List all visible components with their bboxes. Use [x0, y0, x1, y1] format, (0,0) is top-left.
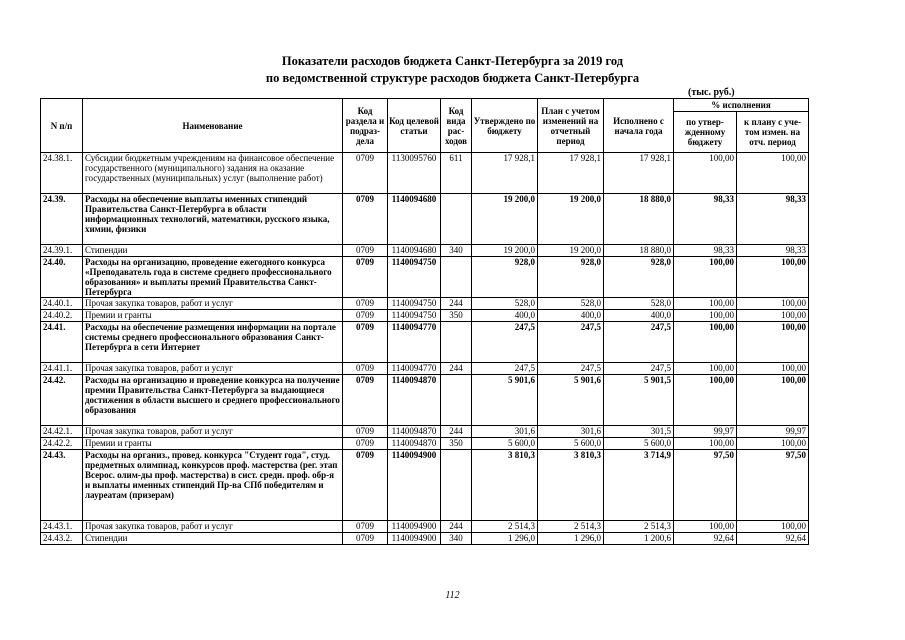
- cell-approved: 5 600,0: [472, 438, 538, 450]
- cell-section: 0709: [343, 298, 388, 310]
- cell-name: Расходы на организ., провед. конкурса "Студент года", студ. предметных олимпиад, конкурсов проф. мастерства (рег. этап Всерос. олим-ды проф. мастерства) в сист. средн. проф. обр-я и выплаты именных стипендий Пр-ва СПб победителям и лауреатам (призерам): [83, 450, 343, 521]
- table-row: [41, 153, 809, 194]
- cell-section: 0709: [343, 375, 388, 426]
- cell-article: 1140094900: [388, 533, 441, 545]
- cell-executed: 1 200,6: [604, 533, 674, 545]
- cell-name: Прочая закупка товаров, работ и услуг: [83, 363, 343, 375]
- cell-plan: 247,5: [538, 363, 604, 375]
- cell-plan: 17 928,1: [538, 153, 604, 194]
- unit-label: (тыс. руб.): [688, 87, 735, 98]
- cell-article: 1140094900: [388, 450, 441, 521]
- page-number: 112: [445, 590, 460, 601]
- header-name: Наименование: [83, 99, 343, 153]
- header-section: Код раздела и подраз-дела: [343, 99, 388, 153]
- cell-pct-plan: 100,00: [737, 438, 809, 450]
- cell-type: [441, 257, 472, 298]
- cell-pct-plan: 100,00: [737, 257, 809, 298]
- cell-num: 24.40.1.: [41, 298, 83, 310]
- cell-num: 24.42.1.: [41, 426, 83, 438]
- cell-pct-budget: 98,33: [674, 194, 737, 245]
- cell-pct-budget: 100,00: [674, 310, 737, 322]
- table-row: [41, 533, 809, 545]
- cell-name: Стипендии: [83, 533, 343, 545]
- cell-approved: 3 810,3: [472, 450, 538, 521]
- cell-article: 1140094680: [388, 194, 441, 245]
- cell-executed: 5 600,0: [604, 438, 674, 450]
- cell-approved: 247,5: [472, 363, 538, 375]
- cell-num: 24.43.1.: [41, 521, 83, 533]
- cell-name: Прочая закупка товаров, работ и услуг: [83, 426, 343, 438]
- cell-type: 244: [441, 363, 472, 375]
- cell-section: 0709: [343, 194, 388, 245]
- cell-pct-plan: 100,00: [737, 521, 809, 533]
- cell-num: 24.39.: [41, 194, 83, 245]
- cell-executed: 247,5: [604, 363, 674, 375]
- cell-plan: 301,6: [538, 426, 604, 438]
- cell-approved: 2 514,3: [472, 521, 538, 533]
- cell-name: Стипендии: [83, 245, 343, 257]
- cell-pct-plan: 92,64: [737, 533, 809, 545]
- cell-name: Субсидии бюджетным учреждениям на финансовое обеспечение государственного (муниципального) задания на оказание государственных (муниципальных) услуг (выполнение работ): [83, 153, 343, 194]
- cell-pct-budget: 92,64: [674, 533, 737, 545]
- cell-executed: 5 901,5: [604, 375, 674, 426]
- cell-num: 24.40.: [41, 257, 83, 298]
- cell-section: 0709: [343, 450, 388, 521]
- cell-num: 24.40.2.: [41, 310, 83, 322]
- cell-pct-plan: 100,00: [737, 375, 809, 426]
- cell-approved: 5 901,6: [472, 375, 538, 426]
- cell-plan: 247,5: [538, 322, 604, 363]
- cell-type: 611: [441, 153, 472, 194]
- cell-article: 1140094770: [388, 363, 441, 375]
- cell-article: 1140094770: [388, 322, 441, 363]
- cell-pct-budget: 100,00: [674, 322, 737, 363]
- cell-plan: 400,0: [538, 310, 604, 322]
- cell-name: Прочая закупка товаров, работ и услуг: [83, 521, 343, 533]
- cell-article: 1140094750: [388, 257, 441, 298]
- header-approved: Утверждено по бюджету: [472, 99, 538, 153]
- cell-name: Расходы на организацию, проведение ежегодного конкурса «Преподаватель года в системе среднего профессионального образования» и выплаты премий Правительства Санкт-Петербурга: [83, 257, 343, 298]
- cell-plan: 5 600,0: [538, 438, 604, 450]
- cell-executed: 2 514,3: [604, 521, 674, 533]
- table-row: [41, 375, 809, 426]
- cell-approved: 17 928,1: [472, 153, 538, 194]
- cell-plan: 528,0: [538, 298, 604, 310]
- cell-approved: 528,0: [472, 298, 538, 310]
- cell-article: 1140094870: [388, 426, 441, 438]
- cell-pct-budget: 100,00: [674, 298, 737, 310]
- cell-article: 1140094870: [388, 375, 441, 426]
- cell-executed: 18 880,0: [604, 245, 674, 257]
- cell-num: 24.41.1.: [41, 363, 83, 375]
- cell-pct-plan: 98,33: [737, 245, 809, 257]
- budget-table: [40, 98, 809, 545]
- cell-type: [441, 375, 472, 426]
- cell-section: 0709: [343, 153, 388, 194]
- cell-pct-budget: 99,97: [674, 426, 737, 438]
- cell-executed: 528,0: [604, 298, 674, 310]
- cell-executed: 301,5: [604, 426, 674, 438]
- table-row: [41, 363, 809, 375]
- cell-pct-plan: 98,33: [737, 194, 809, 245]
- header-executed: Исполнено с начала года: [604, 99, 674, 153]
- cell-executed: 17 928,1: [604, 153, 674, 194]
- cell-section: 0709: [343, 245, 388, 257]
- cell-name: Расходы на обеспечение размещения информации на портале системы среднего профессионального образования Санкт-Петербурга в сети Интернет: [83, 322, 343, 363]
- cell-executed: 928,0: [604, 257, 674, 298]
- cell-pct-plan: 100,00: [737, 310, 809, 322]
- cell-pct-budget: 100,00: [674, 438, 737, 450]
- table-row: [41, 257, 809, 298]
- header-num: N п/п: [41, 99, 83, 153]
- cell-type: 244: [441, 426, 472, 438]
- table-row: [41, 450, 809, 521]
- cell-type: 350: [441, 438, 472, 450]
- cell-section: 0709: [343, 310, 388, 322]
- cell-executed: 3 714,9: [604, 450, 674, 521]
- header-pct-budget: по утвер-жденному бюджету: [674, 112, 737, 153]
- cell-pct-budget: 98,33: [674, 245, 737, 257]
- cell-pct-plan: 99,97: [737, 426, 809, 438]
- cell-num: 24.42.2.: [41, 438, 83, 450]
- cell-type: 340: [441, 245, 472, 257]
- cell-article: 1140094900: [388, 521, 441, 533]
- cell-plan: 2 514,3: [538, 521, 604, 533]
- cell-article: 1140094680: [388, 245, 441, 257]
- cell-pct-budget: 100,00: [674, 375, 737, 426]
- header-plan: План с учетом изменений на отчетный период: [538, 99, 604, 153]
- cell-num: 24.42.: [41, 375, 83, 426]
- cell-name: Премии и гранты: [83, 438, 343, 450]
- cell-pct-budget: 100,00: [674, 153, 737, 194]
- table-row: [41, 438, 809, 450]
- cell-approved: 1 296,0: [472, 533, 538, 545]
- cell-section: 0709: [343, 438, 388, 450]
- cell-num: 24.43.: [41, 450, 83, 521]
- cell-type: [441, 194, 472, 245]
- cell-name: Расходы на обеспечение выплаты именных стипендий Правительства Санкт-Петербурга в области информационных технологий, математики, русского языка, химии, физики: [83, 194, 343, 245]
- cell-pct-plan: 97,50: [737, 450, 809, 521]
- header-type: Код вида рас-ходов: [441, 99, 472, 153]
- cell-pct-budget: 100,00: [674, 521, 737, 533]
- table-row: [41, 245, 809, 257]
- cell-executed: 247,5: [604, 322, 674, 363]
- cell-num: 24.43.2.: [41, 533, 83, 545]
- cell-plan: 19 200,0: [538, 245, 604, 257]
- cell-section: 0709: [343, 533, 388, 545]
- cell-name: Премии и гранты: [83, 310, 343, 322]
- cell-executed: 18 880,0: [604, 194, 674, 245]
- cell-approved: 400,0: [472, 310, 538, 322]
- header-article: Код целевой статьи: [388, 99, 441, 153]
- table-row: [41, 298, 809, 310]
- cell-pct-budget: 100,00: [674, 257, 737, 298]
- cell-type: 244: [441, 521, 472, 533]
- cell-num: 24.41.: [41, 322, 83, 363]
- cell-section: 0709: [343, 322, 388, 363]
- cell-plan: 928,0: [538, 257, 604, 298]
- cell-approved: 19 200,0: [472, 194, 538, 245]
- cell-type: [441, 322, 472, 363]
- cell-pct-budget: 97,50: [674, 450, 737, 521]
- cell-pct-plan: 100,00: [737, 153, 809, 194]
- cell-approved: 19 200,0: [472, 245, 538, 257]
- cell-section: 0709: [343, 521, 388, 533]
- table-row: [41, 426, 809, 438]
- cell-num: 24.38.1.: [41, 153, 83, 194]
- cell-approved: 247,5: [472, 322, 538, 363]
- cell-article: 1130095760: [388, 153, 441, 194]
- table-row: [41, 322, 809, 363]
- cell-article: 1140094870: [388, 438, 441, 450]
- cell-type: 244: [441, 298, 472, 310]
- cell-plan: 19 200,0: [538, 194, 604, 245]
- cell-num: 24.39.1.: [41, 245, 83, 257]
- cell-pct-plan: 100,00: [737, 322, 809, 363]
- table-body: [41, 153, 809, 545]
- cell-approved: 301,6: [472, 426, 538, 438]
- cell-article: 1140094750: [388, 310, 441, 322]
- cell-pct-plan: 100,00: [737, 298, 809, 310]
- header-percent-group: % исполнения: [674, 99, 809, 112]
- header-pct-plan: к плану с уче-том измен. на отч. период: [737, 112, 809, 153]
- cell-article: 1140094750: [388, 298, 441, 310]
- cell-section: 0709: [343, 257, 388, 298]
- report-title-line-1: Показатели расходов бюджета Санкт-Петербурга за 2019 год: [281, 54, 624, 68]
- cell-section: 0709: [343, 363, 388, 375]
- table-row: [41, 194, 809, 245]
- report-title-line-2: по ведомственной структуре расходов бюджета Санкт-Петербурга: [265, 71, 640, 85]
- cell-section: 0709: [343, 426, 388, 438]
- cell-name: Расходы на организацию и проведение конкурса на получение премии Правительства Санкт-Петербурга за выдающиеся достижения в области высшего и среднего профессионального образования: [83, 375, 343, 426]
- cell-approved: 928,0: [472, 257, 538, 298]
- cell-plan: 3 810,3: [538, 450, 604, 521]
- cell-type: [441, 450, 472, 521]
- cell-name: Прочая закупка товаров, работ и услуг: [83, 298, 343, 310]
- cell-type: 350: [441, 310, 472, 322]
- table-row: [41, 310, 809, 322]
- cell-pct-budget: 100,00: [674, 363, 737, 375]
- table-row: [41, 521, 809, 533]
- cell-pct-plan: 100,00: [737, 363, 809, 375]
- cell-executed: 400,0: [604, 310, 674, 322]
- cell-type: 340: [441, 533, 472, 545]
- cell-plan: 1 296,0: [538, 533, 604, 545]
- cell-plan: 5 901,6: [538, 375, 604, 426]
